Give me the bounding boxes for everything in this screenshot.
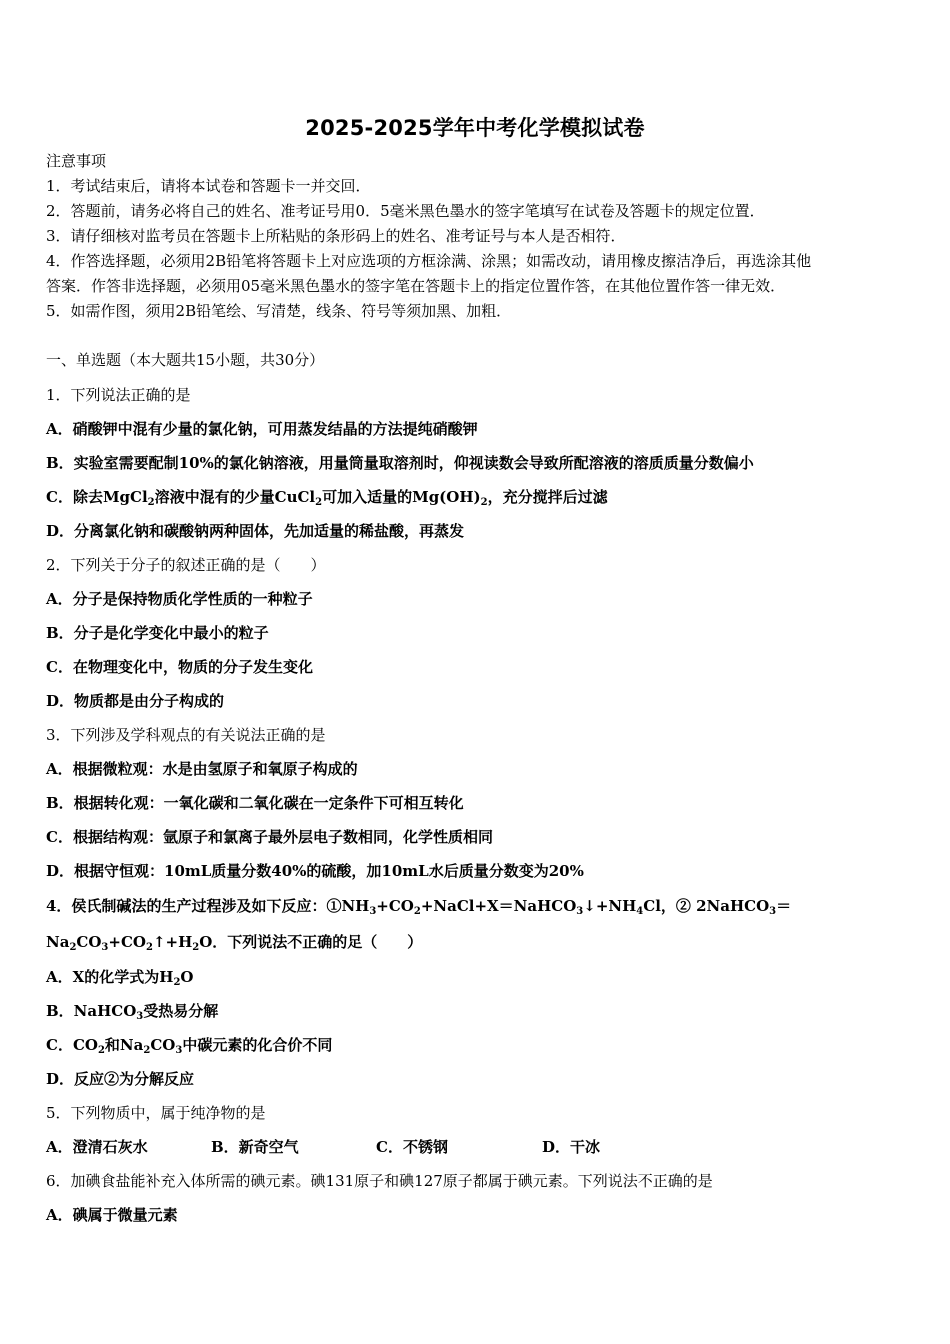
subscript: 2	[97, 1045, 105, 1056]
question-3-option-c: C．根据结构观：氩原子和氯离子最外层电子数相同，化学性质相同	[46, 828, 493, 846]
stem-text: O．下列说法不正确的足（ ）	[199, 933, 423, 951]
subscript: 3	[576, 906, 584, 917]
question-5-option-c: C．不锈钢	[376, 1138, 448, 1156]
subscript: 2	[143, 1045, 151, 1056]
question-5-option-b: B．新奇空气	[211, 1138, 299, 1156]
subscript: 3	[101, 942, 109, 953]
stem-text: 4．侯氏制碱法的生产过程涉及如下反应：①NH	[46, 897, 370, 915]
stem-text: ↓+NH	[583, 897, 637, 915]
question-5-stem: 5．下列物质中，属于纯净物的是	[46, 1104, 266, 1122]
question-3-option-b: B．根据转化观：一氧化碳和二氧化碳在一定条件下可相互转化	[46, 794, 464, 812]
question-4-option-b	[46, 1002, 218, 1020]
notice-item: 3．请仔细核对监考员在答题卡上所粘贴的条形码上的姓名、准考证号与本人是否相符．	[46, 227, 626, 245]
question-4-stem	[46, 897, 791, 915]
option-text: 受热易分解	[143, 1002, 219, 1020]
subscript: 2	[192, 942, 200, 953]
notice-item: 4．作答选择题，必须用2B铅笔将答题卡上对应选项的方框涂满、涂黑；如需改动，请用橡皮擦洁净后，再选涂其他	[46, 252, 812, 270]
stem-text: +CO	[376, 897, 414, 915]
question-1-option-b: B．实验室需要配制10%的氯化钠溶液，用量筒量取溶剂时，仰视读数会导致所配溶液的溶质质量分数偏小	[46, 454, 754, 472]
question-1-option-c	[46, 488, 608, 506]
subscript: 2	[315, 497, 323, 508]
question-4-option-a	[46, 968, 194, 986]
option-text: 溶液中混有的少量CuCl	[154, 488, 316, 506]
subscript: 2	[413, 906, 421, 917]
option-text: A．X的化学式为H	[46, 968, 174, 986]
stem-text: Cl，② 2NaHCO	[643, 897, 770, 915]
stem-text: ＝	[776, 897, 792, 915]
question-2-option-a: A．分子是保持物质化学性质的一种粒子	[46, 590, 313, 608]
question-2-option-c: C．在物理变化中，物质的分子发生变化	[46, 658, 313, 676]
question-2-option-b: B．分子是化学变化中最小的粒子	[46, 624, 269, 642]
question-4-option-c	[46, 1036, 332, 1054]
question-1-option-d: D．分离氯化钠和碳酸钠两种固体，先加适量的稀盐酸，再蒸发	[46, 522, 465, 540]
option-text: C．CO	[46, 1036, 98, 1054]
question-6-stem: 6．加碘食盐能补充入体所需的碘元素。碘131原子和碘127原子都属于碘元素。下列说法不正确的是	[46, 1172, 713, 1190]
subscript: 3	[769, 906, 777, 917]
subscript: 3	[136, 1011, 144, 1022]
question-5-option-a: A．澄清石灰水	[46, 1138, 148, 1156]
option-text: 中碳元素的化合价不同	[182, 1036, 333, 1054]
question-2-stem: 2．下列关于分子的叙述正确的是（ ）	[46, 556, 326, 574]
question-6-option-a: A．碘属于微量元素	[46, 1206, 178, 1224]
section-heading: 一、单选题（本大题共15小题，共30分）	[46, 351, 325, 369]
subscript: 2	[147, 497, 155, 508]
question-4-option-d: D．反应②为分解反应	[46, 1070, 195, 1088]
subscript: 4	[636, 906, 644, 917]
question-4-stem-line2	[46, 933, 422, 951]
notice-item: 5．如需作图，须用2B铅笔绘、写清楚，线条、符号等须加黑、加粗．	[46, 302, 512, 320]
notice-item: 2．答题前，请务必将自己的姓名、准考证号用0．5毫米黑色墨水的签字笔填写在试卷及答题卡的规定位置．	[46, 202, 765, 220]
question-2-option-d: D．物质都是由分子构成的	[46, 692, 225, 710]
option-text: O	[180, 968, 194, 986]
option-text: B．NaHCO	[46, 1002, 137, 1020]
option-text: 可加入适量的Mg(OH)	[322, 488, 481, 506]
stem-text: +NaCl+X＝NaHCO	[420, 897, 577, 915]
subscript: 2	[480, 497, 488, 508]
subscript: 3	[175, 1045, 183, 1056]
notice-item: 1．考试结束后，请将本试卷和答题卡一并交回．	[46, 177, 371, 195]
subscript: 2	[173, 977, 181, 988]
stem-text: Na	[46, 933, 70, 951]
question-5-options	[46, 1138, 906, 1156]
question-3-option-a: A．根据微粒观：水是由氢原子和氧原子构成的	[46, 760, 358, 778]
stem-text: ↑+H	[152, 933, 193, 951]
notice-heading: 注意事项	[46, 152, 107, 170]
question-3-option-d: D．根据守恒观：10mL质量分数40%的硫酸，加10mL水后质量分数变为20%	[46, 862, 584, 880]
question-5-option-d: D．干冰	[542, 1138, 601, 1156]
stem-text: +CO	[108, 933, 146, 951]
page-title: 2025-2025学年中考化学模拟试卷	[305, 116, 645, 140]
question-1-stem: 1．下列说法正确的是	[46, 386, 191, 404]
option-text: 和Na	[104, 1036, 144, 1054]
notice-item: 答案．作答非选择题，必须用05毫米黑色墨水的签字笔在答题卡上的指定位置作答，在其他位置作答一律无效．	[46, 277, 786, 295]
option-text: C．除去MgCl	[46, 488, 148, 506]
stem-text: CO	[76, 933, 102, 951]
question-3-stem: 3．下列涉及学科观点的有关说法正确的是	[46, 726, 326, 744]
question-1-option-a: A．硝酸钾中混有少量的氯化钠，可用蒸发结晶的方法提纯硝酸钾	[46, 420, 478, 438]
subscript: 3	[369, 906, 377, 917]
subscript: 2	[145, 942, 153, 953]
option-text: CO	[150, 1036, 176, 1054]
option-text: ，充分搅拌后过滤	[487, 488, 608, 506]
subscript: 2	[69, 942, 77, 953]
